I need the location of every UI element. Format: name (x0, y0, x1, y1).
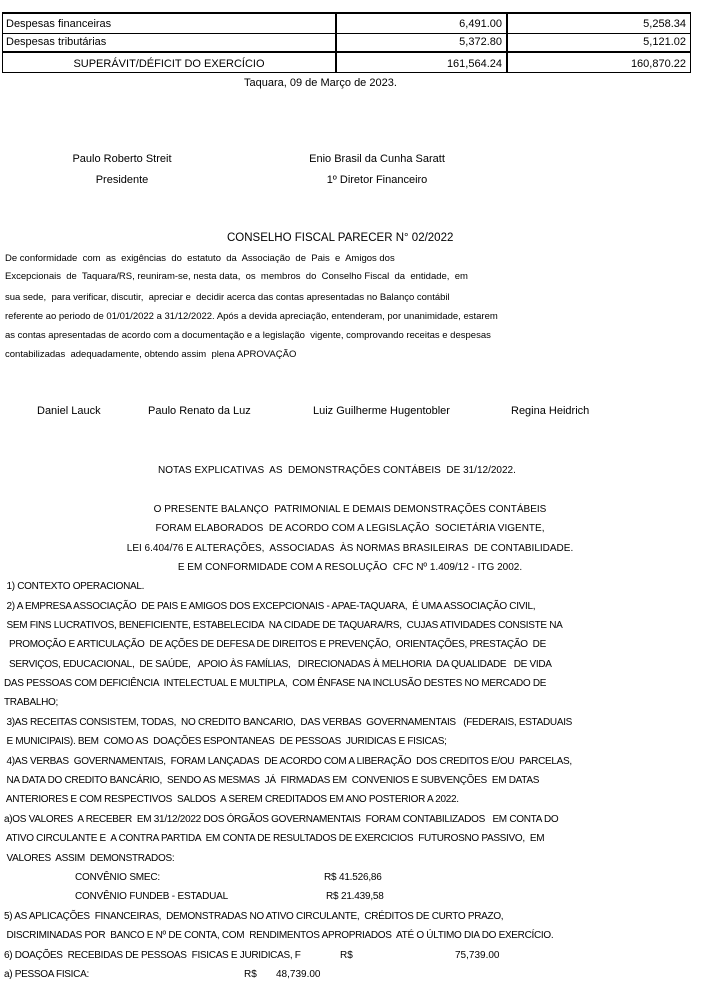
notas-tail-line: DISCRIMINADAS POR BANCO E Nº DE CONTA, COM RENDIMENTOS APROPRIADOS ATÉ O ÚLTIMO DIA DO EXERCÍCIO. (4, 930, 554, 941)
notas-intro-line: E EM CONFORMIDADE COM A RESOLUÇÃO CFC Nº 1.409/12 - ITG 2002. (177, 562, 523, 573)
notas-intro-line: O PRESENTE BALANÇO PATRIMONIAL E DEMAIS DEMONSTRAÇÕES CONTÁBEIS (153, 504, 547, 515)
notas-body-line: ANTERIORES E COM RESPECTIVOS SALDOS A SEREM CREDITADOS EM ANO POSTERIOR A 2022. (4, 794, 459, 805)
doacoes-currency: R$ (340, 950, 353, 961)
notas-body-line: E MUNICIPAIS). BEM COMO AS DOAÇÕES ESPONTANEAS DE PESSOAS JURIDICAS E FISICAS; (4, 736, 447, 747)
notas-body-line: 1) CONTEXTO OPERACIONAL. (4, 581, 145, 592)
notas-body-line: 4)AS VERBAS GOVERNAMENTAIS, FORAM LANÇADAS DE ACORDO COM A LIBERAÇÃO DOS CREDITOS E/OU PARCELAS, (4, 756, 572, 767)
convenio-value: R$ 41.526,86 (324, 872, 382, 883)
notas-tail-line: 5) AS APLICAÇÕES FINANCEIRAS, DEMONSTRADAS NO ATIVO CIRCULANTE, CRÉDITOS DE CURTO PRAZO, (4, 911, 504, 922)
notas-body-line: TRABALHO; (4, 697, 58, 708)
notas-body-line: NA DATA DO CREDITO BANCÁRIO, SENDO AS MESMAS JÁ FIRMADAS EM CONVENIOS E SUBVENÇÕES EM DATAS (4, 775, 540, 786)
row-label: Despesas financeiras (3, 14, 337, 33)
pessoa-fisica-label: a) PESSOA FISICA: (4, 969, 89, 980)
notas-body-line: a)OS VALORES A RECEBER EM 31/12/2022 DOS ÓRGÃOS GOVERNAMENTAIS FORAM CONTABILIZADOS EM CONTA DO (4, 814, 559, 825)
table-row (3, 34, 690, 53)
parecer-line: De conformidade com as exigências do estatuto da Associação de Pais e Amigos dos (5, 253, 395, 264)
notas-body-line: SEM FINS LUCRATIVOS, BENEFICIENTE, ESTABELECIDA NA CIDADE DE TAQUARA/RS, CUJAS ATIVIDADES CONSISTE NA (4, 620, 563, 631)
row-value-previous: 5,258.34 (643, 18, 686, 30)
table-row-total (3, 53, 690, 73)
parecer-line: referente ao periodo de 01/01/2022 a 31/12/2022. Após a devida apreciação, entenderam, por unanimidade, estarem (5, 311, 498, 322)
parecer-line: Excepcionais de Taquara/RS, reuniram-se, nesta data, os membros do Conselho Fiscal da entidade, em (5, 271, 468, 282)
convenio-label: CONVÊNIO FUNDEB - ESTADUAL (75, 891, 228, 902)
signature-name: Paulo Roberto Streit (72, 153, 172, 165)
place-date: Taquara, 09 de Março de 2023. (244, 77, 397, 89)
row-value-previous: 5,121.02 (643, 36, 686, 48)
signature-role: Presidente (95, 174, 149, 186)
pessoa-fisica-value: 48,739.00 (276, 969, 321, 980)
parecer-line: contabilizadas adequadamente, obtendo assim plena APROVAÇÃO (5, 349, 297, 360)
council-member: Regina Heidrich (511, 405, 590, 417)
notas-body-line: PROMOÇÃO E ARTICULAÇÃO DE AÇÕES DE DEFESA DE DIREITOS E PREVENÇÃO, ORIENTAÇÕES, PRESTAÇÃO DE (4, 639, 546, 650)
row-label: SUPERÁVIT/DÉFICIT DO EXERCÍCIO (3, 53, 337, 73)
row-value-current: 6,491.00 (337, 14, 508, 33)
row-value-current: 161,564.24 (337, 53, 508, 73)
council-member: Paulo Renato da Luz (148, 405, 251, 417)
notas-title: NOTAS EXPLICATIVAS AS DEMONSTRAÇÕES CONTÁBEIS DE 31/12/2022. (158, 465, 516, 476)
notas-body-line: 3)AS RECEITAS CONSISTEM, TODAS, NO CREDITO BANCARIO, DAS VERBAS GOVERNAMENTAIS (FEDERAIS, ESTADUAIS (4, 717, 573, 728)
doacoes-label: 6) DOAÇÕES RECEBIDAS DE PESSOAS FISICAS E JURIDICAS, F (4, 950, 301, 961)
row-value-previous: 160,870.22 (630, 58, 686, 70)
convenio-label: CONVÊNIO SMEC: (75, 872, 160, 883)
parecer-line: sua sede, para verificar, discutir, apreciar e decidir acerca das contas apresentadas no Balanço contábil (5, 292, 450, 303)
row-value-current: 5,372.80 (337, 34, 508, 51)
doacoes-value: 75,739.00 (455, 950, 500, 961)
notas-intro-line: FORAM ELABORADOS DE ACORDO COM A LEGISLAÇÃO SOCIETÁRIA VIGENTE, (155, 523, 545, 534)
signature-role: 1º Diretor Financeiro (326, 174, 428, 186)
notas-body-line: ATIVO CIRCULANTE E A CONTRA PARTIDA EM CONTA DE RESULTADOS DE EXERCICIOS FUTUROSNO PASSIVO, EM (4, 833, 545, 844)
parecer-line: as contas apresentadas de acordo com a documentação e a legislação vigente, comprovando receitas e despesas (5, 330, 491, 341)
notas-body-line: 2) A EMPRESA ASSOCIAÇÃO DE PAIS E AMIGOS DOS EXCEPCIONAIS - APAE-TAQUARA, É UMA ASSOCIAÇÃO CIVIL, (4, 601, 536, 612)
notas-body-line: VALORES ASSIM DEMONSTRADOS: (4, 853, 175, 864)
financial-table (2, 12, 691, 73)
row-label: Despesas tributárias (3, 34, 337, 51)
pessoa-fisica-currency: R$ (244, 969, 257, 980)
convenio-value: R$ 21.439,58 (326, 891, 384, 902)
notas-intro-line: LEI 6.404/76 E ALTERAÇÕES, ASSOCIADAS ÀS NORMAS BRASILEIRAS DE CONTABILIDADE. (126, 543, 574, 554)
notas-body-line: SERVIÇOS, EDUCACIONAL, DE SAÚDE, APOIO ÀS FAMÍLIAS, DIRECIONADAS À MELHORIA DA QUALIDADE DE VIDA (4, 659, 552, 670)
council-member: Daniel Lauck (37, 405, 101, 417)
notas-body-line: DAS PESSOAS COM DEFICIÊNCIA INTELECTUAL E MULTIPLA, COM ÊNFASE NA INCLUSÃO DESTES NO MERCADO DE (4, 678, 547, 689)
signature-name: Enio Brasil da Cunha Saratt (309, 153, 445, 165)
parecer-title: CONSELHO FISCAL PARECER N° 02/2022 (227, 232, 454, 244)
table-row (3, 14, 690, 34)
council-member: Luiz Guilherme Hugentobler (313, 405, 450, 417)
